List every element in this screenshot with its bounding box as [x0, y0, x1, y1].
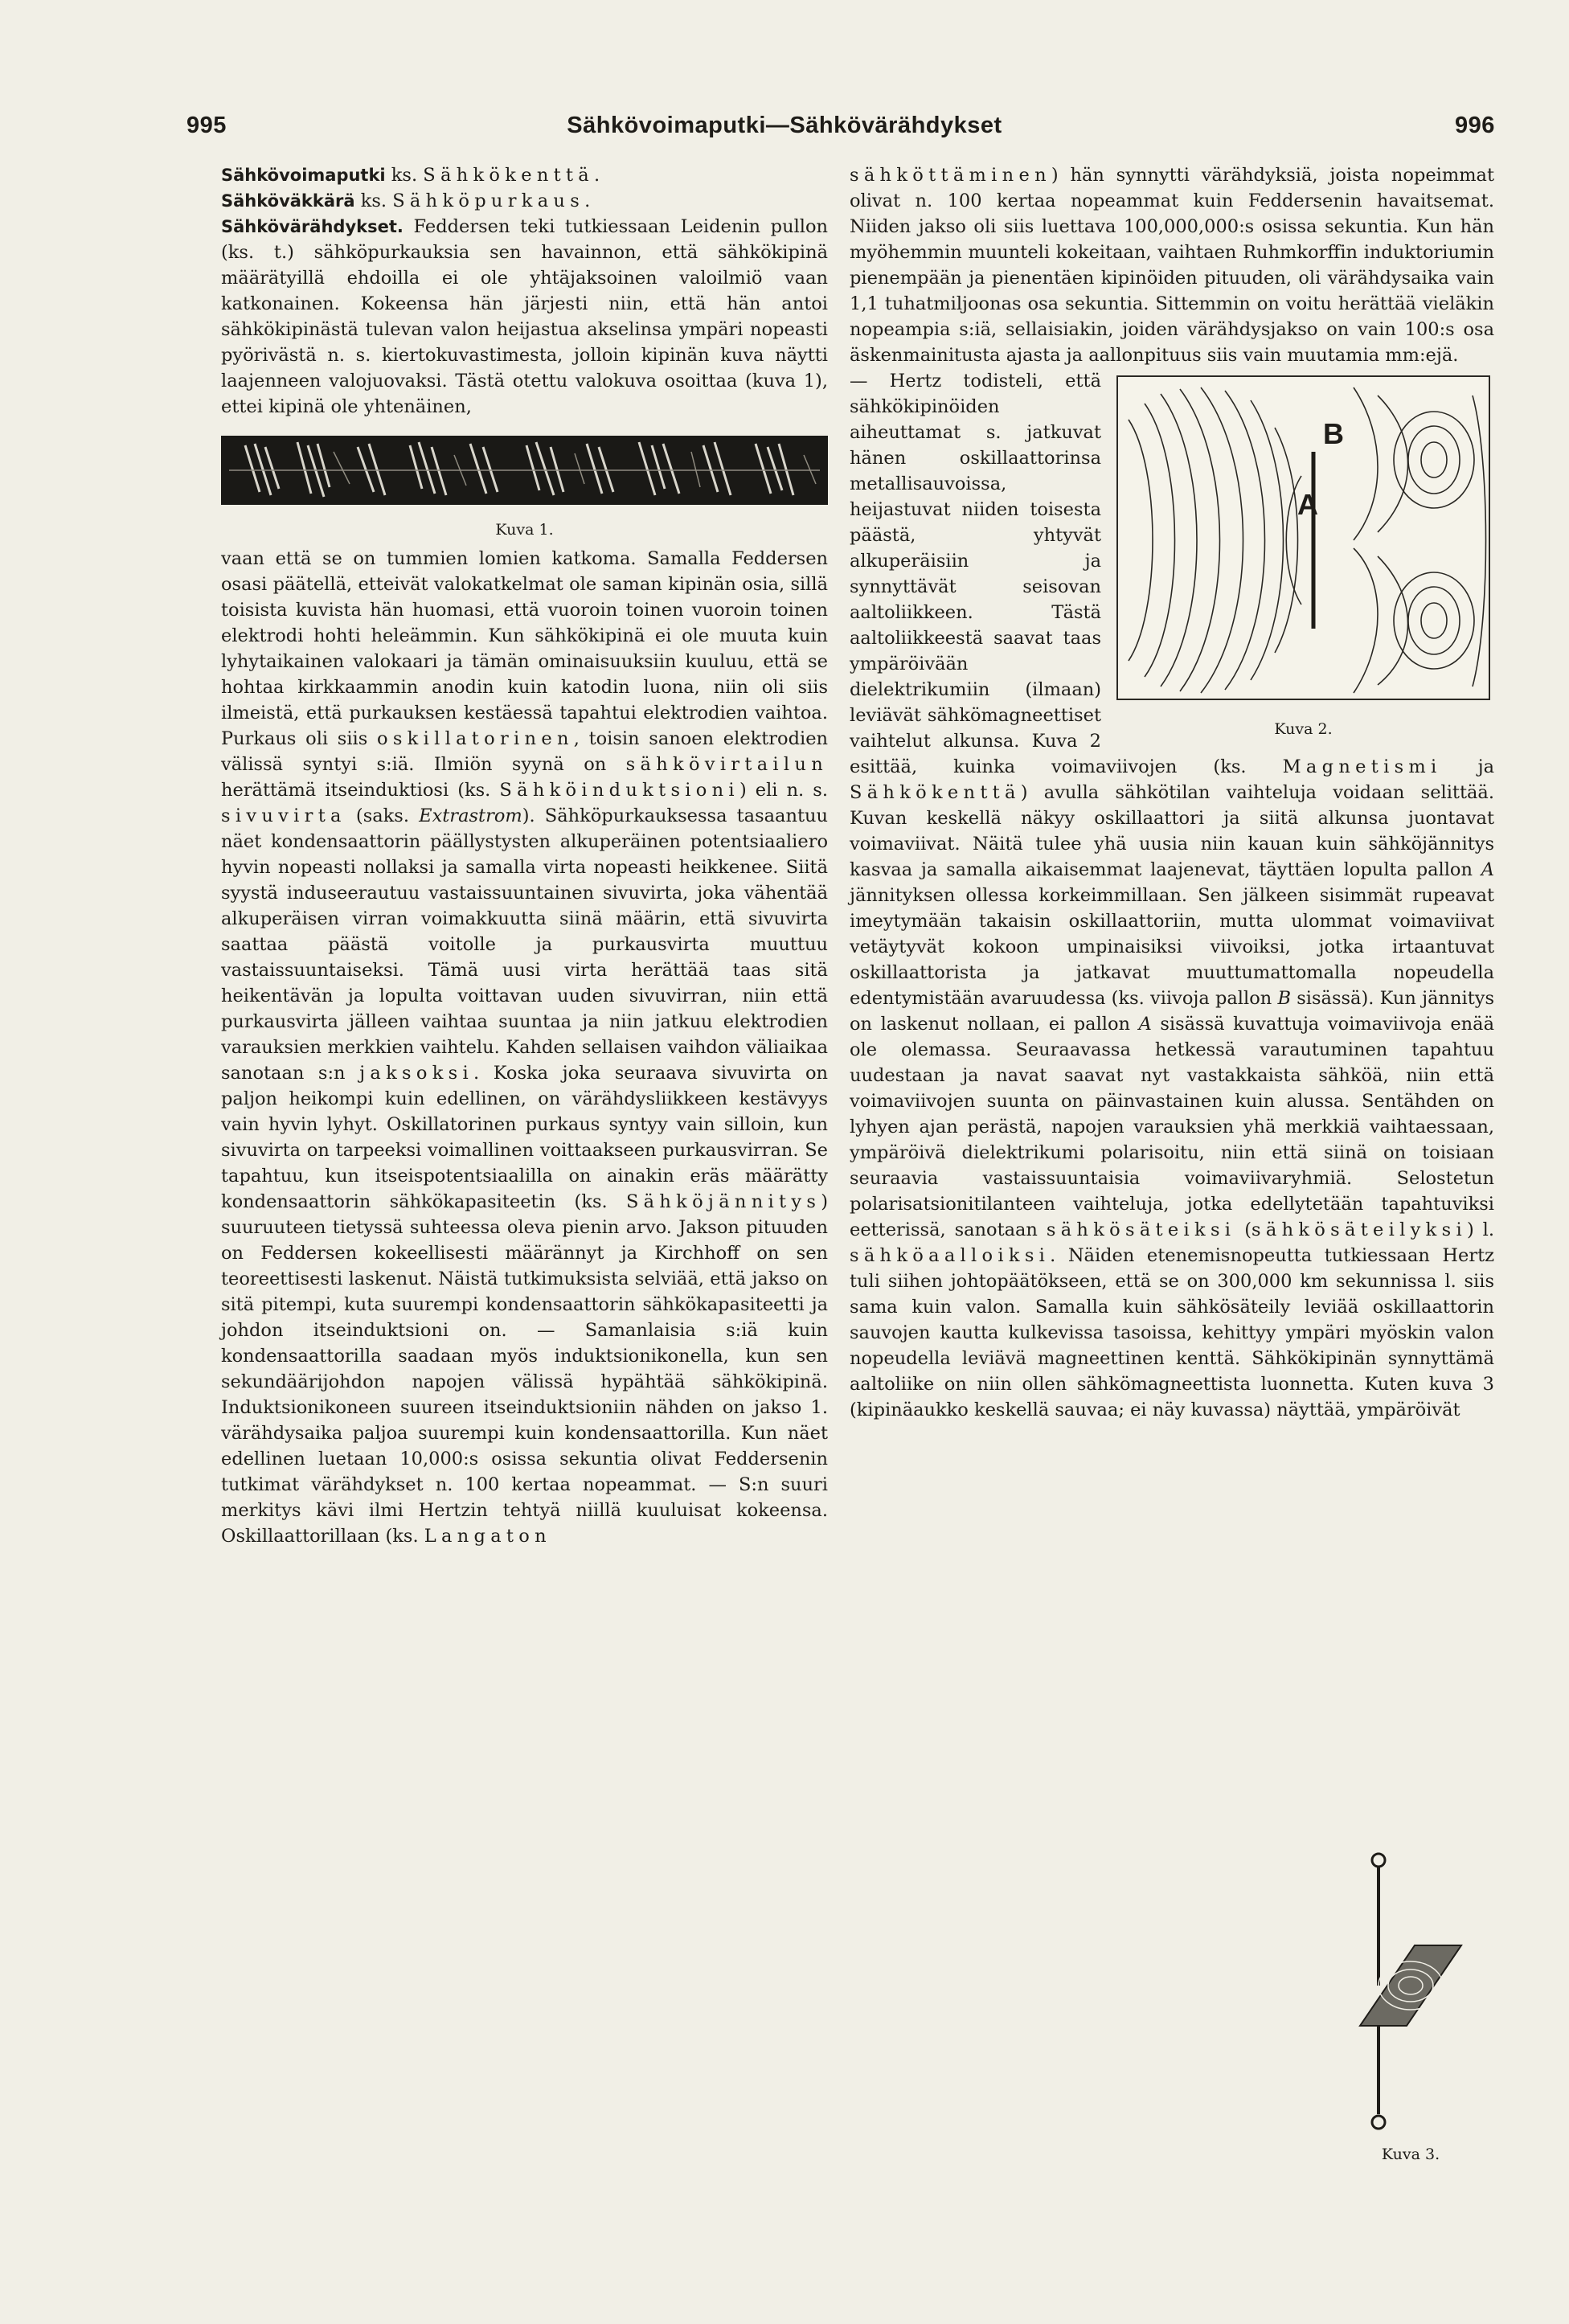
spaced-term: sähkövirtailun: [625, 754, 828, 775]
spaced-term: sähkösäteiksi: [1046, 1219, 1236, 1240]
page-number-left: 995: [186, 113, 227, 138]
cross-reference[interactable]: Sähköinduktsioni: [499, 780, 739, 801]
entry-sahkovoimaputki: Sähkövoimaputki ks. Sähkökenttä.: [221, 165, 600, 186]
cross-reference[interactable]: Langaton: [424, 1526, 551, 1547]
spaced-term: sähkösäteilyksi: [1252, 1219, 1467, 1240]
right-column: [850, 162, 1494, 1423]
figure-3-oscillator: [1358, 1849, 1463, 2170]
entry-sahkovarahdykset: [221, 214, 828, 420]
entry-sahkovakkara: Sähköväkkärä ks. Sähköpurkaus.: [221, 191, 591, 211]
field-lines-diagram: [1112, 371, 1494, 709]
cross-reference[interactable]: Sähköjännitys: [625, 1191, 821, 1212]
headword: Sähköväkkärä: [221, 191, 355, 211]
italic-letter: A: [1481, 859, 1494, 880]
figure-2-caption: Kuva 2.: [1274, 720, 1333, 738]
headword: Sähkövärähdykset.: [221, 217, 404, 236]
italic-letter: B: [1277, 988, 1292, 1009]
figure-1-caption: Kuva 1.: [495, 521, 554, 539]
label-a: A: [1297, 488, 1318, 521]
figure-2-field-lines: [1112, 371, 1494, 738]
cross-reference[interactable]: Magnetismi: [1282, 756, 1442, 777]
headword: Sähkövoimaputki: [221, 166, 386, 185]
cross-reference[interactable]: Sähköpurkaus: [392, 191, 585, 211]
italic-letter: A: [1138, 1014, 1152, 1035]
figure-3-caption: Kuva 3.: [1381, 2146, 1440, 2163]
paragraph: sähköttäminen) hän synnytti värähdyksiä, joista nopeimmat olivat n. 100 kertaa nopeammat kuin Feddersenin havaitsemat. Niiden jakso oli siis luettava 100,000,000:s osissa sekuntia. Kun hän myöhemmin muunteli kokeitaan, vaihtaen Ruhmkorffin induktoriumin pienempään ja pienentäen kipinöiden pituuden, oli värähdysaika vain 1,1 tuhatmiljoonas osa sekuntia. Sittemmin on voitu herättää vieläkin nopeampia s:iä, sellaisiakin, joiden värähdysjakso on vain 100:s osa äskenmainitusta ajasta ja aallonpituus siis vain muutamia mm:ejä.: [850, 165, 1494, 366]
cross-reference[interactable]: sähköttäminen: [850, 165, 1051, 186]
cross-reference[interactable]: Sähkökenttä: [423, 165, 595, 186]
paragraph: Feddersen teki tutkiessaan Leidenin pullon (ks. t.) sähköpurkauksia sen havainnon, että sähkökipinä määrätyillä ehdoilla ei ole yhtäjaksoinen valoilmiö vaan katkonainen. Kokeensa hän järjesti niin, että hän antoi sähkökipinästä tulevan valon heijastua akselinsa ympäri nopeasti pyörivästä n. s. kiertokuvastimesta, jolloin kipinän kuva näytti laajenneen valojuovaksi. Tästä otettu valokuva osoittaa (kuva 1), ettei kipinä ole yhtenäinen,: [221, 216, 828, 417]
spaced-term: oskillatorinen: [376, 728, 574, 749]
paragraph: — Hertz todisteli, että sähkökipinöiden aiheuttamat s. jatkuvat hänen oskillaattorinsa metallisauvoissa, heijastuvat niiden toisesta päästä, yhtyvät alkuperäisiin ja synnyttävät seisovan aaltoliikkeen. Tästä aaltoliikkeestä saavat taas ympäröivään dielektrikumiin (ilmaan) leviävät sähkömagneettiset vaihtelut alkunsa. Kuva 2 esittää, kuinka voimaviivojen (ks. Magnetismi ja Sähkökenttä) avulla sähkötilan vaihteluja voidaan selittää. Kuvan keskellä näkyy oskillaattori ja siitä alkunsa juontavat voimaviivat. Näitä tulee yhä uusia niin kauan kuin sähköjännitys kasvaa ja samalla aikaisemmat laajenevat, täyttäen lopulta pallon A jännityksen ollessa korkeimmillaan. Sen jälkeen sisimmät rupeavat imeytymään takaisin oskillaattoriin, mutta ulommat voimaviivat vetäytyvät kokoon umpinaisiksi viivoiksi, jotka irtaantuvat oskillaattorista ja jatkavat muuttumattomalla nopeudella edentymistään avaruudessa (ks. viivoja pallon B sisässä). Kun jännitys on laskenut nollaan, ei pallon A sisässä kuvattuja voimaviivoja enää ole olemassa. Seuraavassa hetkessä varautuminen tapahtuu uudestaan ja navat saavat nyt vastakkaista sähköä, niin että voimaviivojen suunta on päinvastainen kuin alussa. Sentähden on lyhyen ajan perästä, napojen varauksien yhä merkkiä vaihtaessaan, ympäröivä dielektrikumi polarisoitu, niin että siinä on toisiaan seuraavia vastaissuuntaisia voimaviivaryhmiä. Selostetun polarisatsionitilanteen vaihteluja, jotka edellytetään tapahtuviksi eetterissä, sanotaan sähkösäteiksi (sähkösäteilyksi) l. sähköaalloiksi. Näiden etenemisnopeutta tutkiessaan Hertz tuli siihen johtopäätökseen, että se on 300,000 km sekunnissa l. siis sama kuin valon. Samalla kuin sähkösäteily leviää oskillaattorin sauvojen kautta kulkevissa tasoissa, kehittyy ympäri myöskin valon nopeudella leviävä magneettinen kenttä. Sähkökipinän synnyttämä aaltoliike on niin ollen sähkömagneettista luonnetta. Kuten kuva 3 (kipinäaukko keskellä sauvaa; ei näy kuvassa) näyttää, ympäröivät: [850, 371, 1495, 1420]
running-head: Sähkövoimaputki—Sähkövärähdykset: [567, 113, 1002, 138]
spaced-term: jaksoksi: [359, 1063, 473, 1084]
figure-1-spark-photo: [221, 436, 828, 505]
paragraph: vaan että se on tummien lomien katkoma. Samalla Feddersen osasi päätellä, etteivät valokatkelmat ole saman kipinän osia, sillä toisista kuvista hän huomasi, että vuoroin toinen vuoroin toinen elektrodi hohti heleämmin. Kun sähkökipinä ei ole muuta kuin lyhytaikainen valokaari ja tämän ominaisuuksiin kuuluu, että se hohtaa kirkkaammin anodin kuin katodin luona, niin oli siis ilmeistä, että purkauksen kestäessä tapahtui elektrodien vaihtoa. Purkaus oli siis oskillatorinen, toisin sanoen elektrodien välissä syntyi s:iä. Ilmiön syynä on sähkövirtailun herättämä itseinduktiosi (ks. Sähköinduktsioni) eli n. s. sivuvirta (saks. Extrastrom). Sähköpurkauksessa tasaantuu näet kondensaattorin päällystysten alkuperäinen potentsiaaliero hyvin nopeasti nollaksi ja samalla virta nopeasti heikkenee. Siitä syystä induseerautuu vastaissuuntainen sivuvirta, joka vähentää alkuperäisen virran voimakkuutta siinä määrin, että sivuvirta saattaa päästä voitolle ja purkausvirta muuttuu vastaissuuntaiseksi. Tämä uusi virta herättää taas sitä heikentävän ja lopulta voittavan uuden sivuvirran, niin että purkausvirta jälleen vaihtaa suuntaa ja niin jatkuu elektrodien varauksien merkkien vaihtelu. Kahden sellaisen vaihdon väliaikaa sanotaan s:n jaksoksi. Koska joka seuraava sivuvirta on paljon heikompi kuin edellinen, on värähdysliikkeen kestävyys vain hyvin lyhyt. Oskillatorinen purkaus syntyy vain silloin, kun sivuvirta on tarpeeksi voimallinen voittaakseen purkausvirran. Se tapahtuu, kun itseispotentsiaalilla on ainakin eräs määrätty kondensaattorin sähkökapasiteetin (ks. Sähköjännitys) suuruuteen tietyssä suhteessa oleva pienin arvo. Jakson pituuden on Feddersen kokeellisesti määrännyt ja Kirchhoff on sen teoreettisesti laskenut. Näistä tutkimuksista selviää, että jakso on sitä pitempi, kuta suurempi kondensaattorin sähkökapasiteetti ja johdon itseinduktsioni on. — Samanlaisia s:iä kuin kondensaattorilla saadaan myös induktsionikonella, kun sen sekundäärijohdon napojen välissä hypähtää sähkökipinä. Induktsionikoneen suureen itseinduktsioniin nähden on jakso 1. värähdysaika paljoa suurempi kuin kondensaattorilla. Kun näet edellinen luetaan 10,000:s osissa sekuntia olivat Feddersenin tutkimat värähdykset n. 100 kertaa nopeammat. — S:n suuri merkitys kävi ilmi Hertzin tehtyä niillä kuuluisat kokeensa. Oskillaattorillaan (ks. Langaton: [221, 548, 828, 1547]
page-number-right: 996: [1455, 113, 1495, 138]
label-b: B: [1323, 417, 1344, 450]
spaced-term: sivuvirta: [221, 805, 346, 826]
italic-term: Extrastrom: [419, 805, 522, 826]
oscillator-diagram: [1358, 1849, 1463, 2138]
left-column: [221, 162, 828, 1549]
cross-reference[interactable]: Sähkökenttä: [850, 782, 1021, 803]
spaced-term: sähköaalloiksi: [850, 1245, 1051, 1266]
